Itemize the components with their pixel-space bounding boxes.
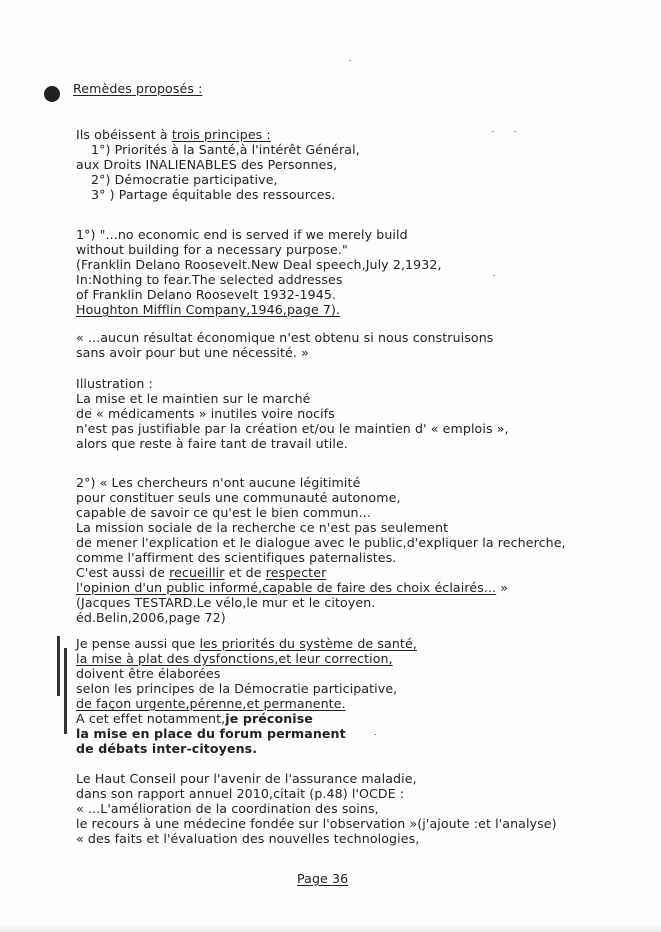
proposal-text: A cet effet notamment,	[76, 711, 226, 726]
principles-intro-prefix: Ils obéissent à	[76, 127, 172, 142]
proposal-bold-line: de débats inter-citoyens.	[76, 741, 258, 756]
roosevelt-translation: « ...aucun résultat économique n'est obtenu si nous construisons	[76, 330, 494, 345]
testard-text: C'est aussi de	[76, 565, 170, 580]
scan-speck	[492, 131, 494, 132]
scan-speck	[493, 275, 495, 276]
principles-intro-underlined: trois principes :	[171, 127, 271, 142]
roosevelt-line: (Franklin Delano Roosevelt.New Deal speech,July 2,1932,	[76, 257, 442, 272]
testard-citation: éd.Belin,2006,page 72)	[76, 610, 226, 625]
scan-speck	[514, 131, 516, 132]
hcaam-line: le recours à une médecine fondée sur l'observation »(j'ajoute :et l'analyse)	[76, 816, 557, 831]
margin-bar-right	[64, 648, 67, 734]
scan-speck	[374, 734, 376, 735]
roosevelt-line: In:Nothing to fear.The selected addresses	[76, 272, 343, 287]
illustration-line: La mise et le maintien sur le marché	[76, 391, 311, 406]
illustration-line: de « médicaments » inutiles voire nocifs	[76, 406, 335, 421]
proposal-line: de façon urgente,pérenne,et permanente.	[76, 696, 346, 711]
section-heading: Remèdes proposés :	[73, 81, 203, 96]
testard-underlined: l'opinion d'un public informé,capable de faire des choix éclairés...	[76, 580, 497, 595]
scan-edge	[0, 924, 661, 932]
scan-speck	[349, 60, 351, 61]
page-number: Page 36	[297, 871, 349, 886]
proposal-line: doivent être élaborées	[76, 666, 221, 681]
testard-line: de mener l'explication et le dialogue avec le public,d'expliquer la recherche,	[76, 535, 566, 550]
hcaam-line: Le Haut Conseil pour l'avenir de l'assurance maladie,	[76, 771, 417, 786]
testard-underlined: respecter	[265, 565, 327, 580]
proposal-line: la mise à plat des dysfonctions,et leur correction,	[76, 651, 393, 666]
proposal-line	[76, 636, 417, 651]
hcaam-line: « des faits et l'évaluation des nouvelles technologies,	[76, 831, 420, 846]
illustration-line: Illustration :	[76, 376, 153, 391]
roosevelt-line: without building for a necessary purpose."	[76, 242, 348, 257]
bullet-icon	[44, 86, 60, 102]
principle-line: 2°) Démocratie participative,	[91, 172, 278, 187]
proposal-bold: je préconise	[225, 711, 313, 726]
hcaam-line: « ...L'amélioration de la coordination des soins,	[76, 801, 379, 816]
testard-citation: (Jacques TESTARD.Le vélo,le mur et le citoyen.	[76, 595, 376, 610]
roosevelt-line: Houghton Mifflin Company,1946,page 7).	[76, 302, 341, 317]
testard-text: »	[496, 580, 509, 595]
margin-bar-left	[57, 636, 60, 696]
testard-line	[76, 565, 326, 580]
illustration-line: n'est pas justifiable par la création et/ou le maintien d' « emplois »,	[76, 421, 509, 436]
roosevelt-line: 1°) "...no economic end is served if we merely build	[76, 227, 408, 242]
principles-intro	[76, 127, 271, 142]
roosevelt-line: of Franklin Delano Roosevelt 1932-1945.	[76, 287, 337, 302]
testard-line: 2°) « Les chercheurs n'ont aucune légitimité	[76, 475, 361, 490]
proposal-line	[76, 711, 313, 726]
proposal-bold-line: la mise en place du forum permanent	[76, 726, 346, 741]
hcaam-line: dans son rapport annuel 2010,citait (p.48) l'OCDE :	[76, 786, 405, 801]
testard-text: et de	[224, 565, 266, 580]
principle-line: aux Droits INALIENABLES des Personnes,	[76, 157, 338, 172]
testard-line: pour constituer seuls une communauté autonome,	[76, 490, 401, 505]
roosevelt-translation: sans avoir pour but une nécessité. »	[76, 345, 309, 360]
testard-underlined: recueillir	[169, 565, 225, 580]
testard-line: capable de savoir ce qu'est le bien commun...	[76, 505, 371, 520]
proposal-underlined: les priorités du système de santé,	[199, 636, 417, 651]
principle-line: 1°) Priorités à la Santé,à l'intérêt Général,	[91, 142, 360, 157]
proposal-text: Je pense aussi que	[76, 636, 200, 651]
testard-line: La mission sociale de la recherche ce n'est pas seulement	[76, 520, 449, 535]
principle-line: 3° ) Partage équitable des ressources.	[91, 187, 336, 202]
illustration-line: alors que reste à faire tant de travail utile.	[76, 436, 348, 451]
testard-line	[76, 580, 508, 595]
proposal-line: selon les principes de la Démocratie participative,	[76, 681, 398, 696]
testard-line: comme l'affirment des scientifiques paternalistes.	[76, 550, 397, 565]
